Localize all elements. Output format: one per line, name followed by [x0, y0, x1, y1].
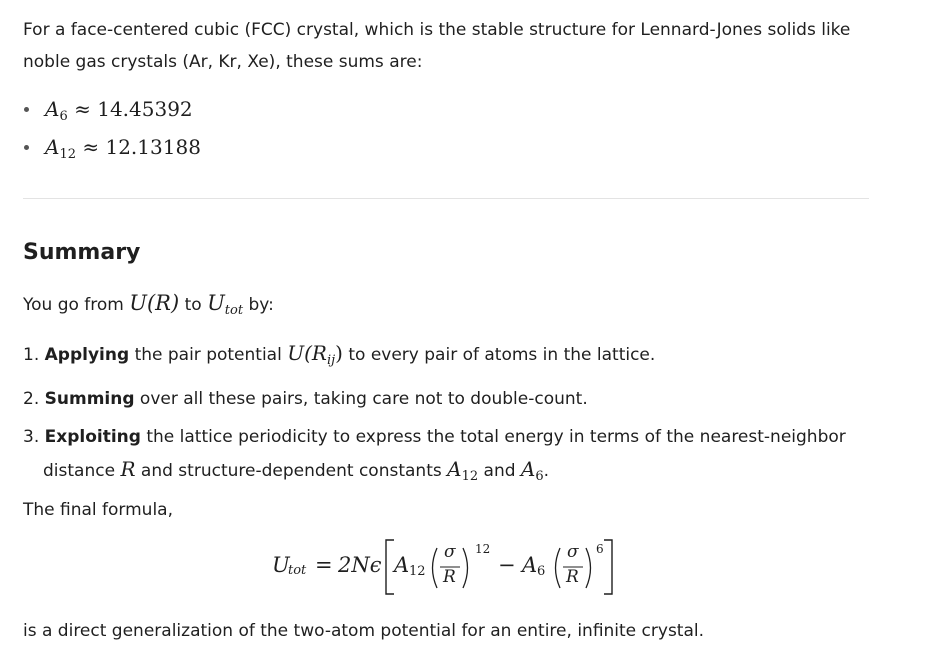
right-paren-2 — [584, 546, 596, 590]
a6-symbol: A — [45, 97, 60, 121]
a6-value: 14.45392 — [97, 97, 193, 121]
approx-sign: ≈ — [82, 135, 100, 159]
left-paren-2 — [550, 546, 562, 590]
go-prefix: You go from — [23, 295, 124, 315]
summary-heading: Summary — [23, 240, 141, 265]
formula-tot: tot — [288, 563, 307, 578]
formula-sigma: σ — [444, 542, 456, 562]
summary-intro — [23, 288, 274, 326]
u-of-r: U(R) — [129, 291, 180, 315]
formula-sigma-2: σ — [567, 542, 579, 562]
list-item-step-1: 1. Applying the pair potential $U(R_{ij})$ to every pair of atoms in the lattice. — [23, 341, 656, 368]
formula-exp12: 12 — [475, 542, 491, 556]
formula-u: U — [272, 553, 290, 577]
right-paren — [461, 546, 473, 590]
a6-subscript: 6 — [59, 109, 68, 124]
go-mid: to — [184, 295, 202, 315]
lattice-sums-list — [23, 90, 201, 166]
formula-a12: A — [394, 553, 410, 577]
total-energy-formula — [272, 538, 632, 598]
steps-list — [23, 337, 883, 499]
formula-minus: − — [498, 553, 516, 577]
formula-a12-sub: 12 — [409, 564, 426, 579]
list-item-step-3: 3. Exploiting the lattice periodicity to express the total energy in terms of the nearest-neighbor distance R and structure-dependent constants $A_{12}$ and $A_6$. — [23, 427, 846, 484]
go-suffix: by: — [248, 295, 274, 315]
tot-subscript: tot — [224, 303, 244, 318]
list-item-step-2: 2. Summing over all these pairs, taking care not to double-count. — [23, 389, 588, 409]
closing-paragraph: is a direct generalization of the two-atom potential for an entire, infinite crystal. — [23, 621, 705, 641]
list-item-a6 — [23, 90, 201, 128]
a12-value: 12.13188 — [105, 135, 201, 159]
intro-paragraph: For a face-centered cubic (FCC) crystal, which is the stable structure for Lennard-Jones solids like noble gas crystals (Ar, Kr, Xe), these sums are: — [23, 20, 851, 72]
u-symbol: U — [207, 291, 225, 315]
a12-subscript: 12 — [59, 147, 76, 162]
formula-a6: A — [522, 553, 538, 577]
approx-sign: ≈ — [74, 97, 91, 121]
final-formula-label: The final formula, — [23, 500, 174, 520]
formula-a6-sub: 6 — [537, 564, 546, 579]
formula-r-2: R — [566, 567, 579, 587]
section-divider — [23, 198, 869, 199]
list-item-a12 — [23, 128, 201, 166]
formula-exp6: 6 — [596, 542, 604, 556]
formula-r: R — [443, 567, 456, 587]
a12-symbol: A — [45, 135, 60, 159]
left-paren — [427, 546, 439, 590]
formula-coefficient: 2Nϵ — [338, 553, 382, 577]
right-bracket — [602, 538, 616, 596]
formula-equals: = — [315, 553, 333, 577]
